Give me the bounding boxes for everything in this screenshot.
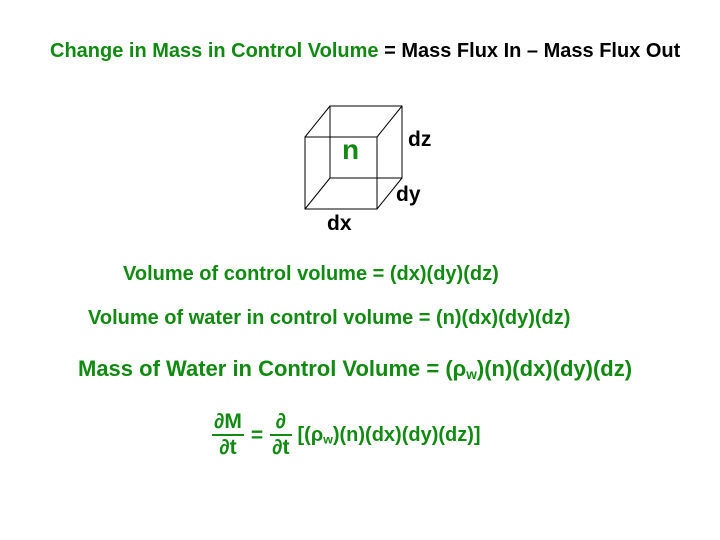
title-black-segment: = Mass Flux In – Mass Flux Out bbox=[384, 40, 681, 62]
bracket-prefix: [( bbox=[297, 424, 311, 447]
cube-back-face bbox=[330, 106, 402, 178]
rho-subscript-w: w bbox=[466, 367, 477, 382]
fraction-denominator-dt: ∂t bbox=[219, 436, 237, 460]
mass-line-suffix: )(n)(dx)(dy)(dz) bbox=[476, 356, 633, 381]
dz-dimension-label: dz bbox=[408, 128, 432, 151]
operator-numerator-d: ∂ bbox=[275, 410, 287, 433]
bracketed-expression bbox=[298, 425, 481, 445]
mass-of-water-line bbox=[78, 358, 632, 380]
mass-line-prefix: Mass of Water in Control Volume = ( bbox=[78, 356, 453, 381]
dy-dimension-label: dy bbox=[396, 183, 421, 206]
d-dt-operator-fraction bbox=[270, 411, 291, 459]
volume-of-water-line: Volume of water in control volume = (n)(dx)(dy)(dz) bbox=[88, 307, 571, 329]
fraction-numerator-dM: ∂M bbox=[214, 410, 242, 433]
volume-of-control-volume-line: Volume of control volume = (dx)(dy)(dz) bbox=[123, 263, 499, 285]
operator-denominator-dt: ∂t bbox=[272, 436, 290, 460]
dM-dt-fraction bbox=[212, 411, 244, 459]
rho-symbol: ρ bbox=[452, 356, 467, 381]
cube-front-face bbox=[305, 134, 377, 209]
title-green-segment: Change in Mass in Control Volume bbox=[50, 40, 385, 62]
bracket-suffix: )(n)(dx)(dy)(dz)] bbox=[332, 424, 481, 447]
cube-edge-top-right bbox=[377, 106, 402, 137]
cube-edge-bottom-left bbox=[305, 178, 330, 209]
cube-edge-top-left bbox=[305, 106, 330, 137]
equals-sign: = bbox=[250, 423, 264, 447]
slide-title bbox=[50, 41, 680, 61]
dx-dimension-label: dx bbox=[327, 212, 352, 235]
rho-symbol: ρ bbox=[310, 424, 324, 447]
porosity-n-label: n bbox=[342, 134, 360, 165]
control-volume-cube-diagram bbox=[295, 95, 415, 245]
rho-subscript-w: w bbox=[323, 432, 333, 447]
mass-rate-equation bbox=[212, 411, 481, 459]
